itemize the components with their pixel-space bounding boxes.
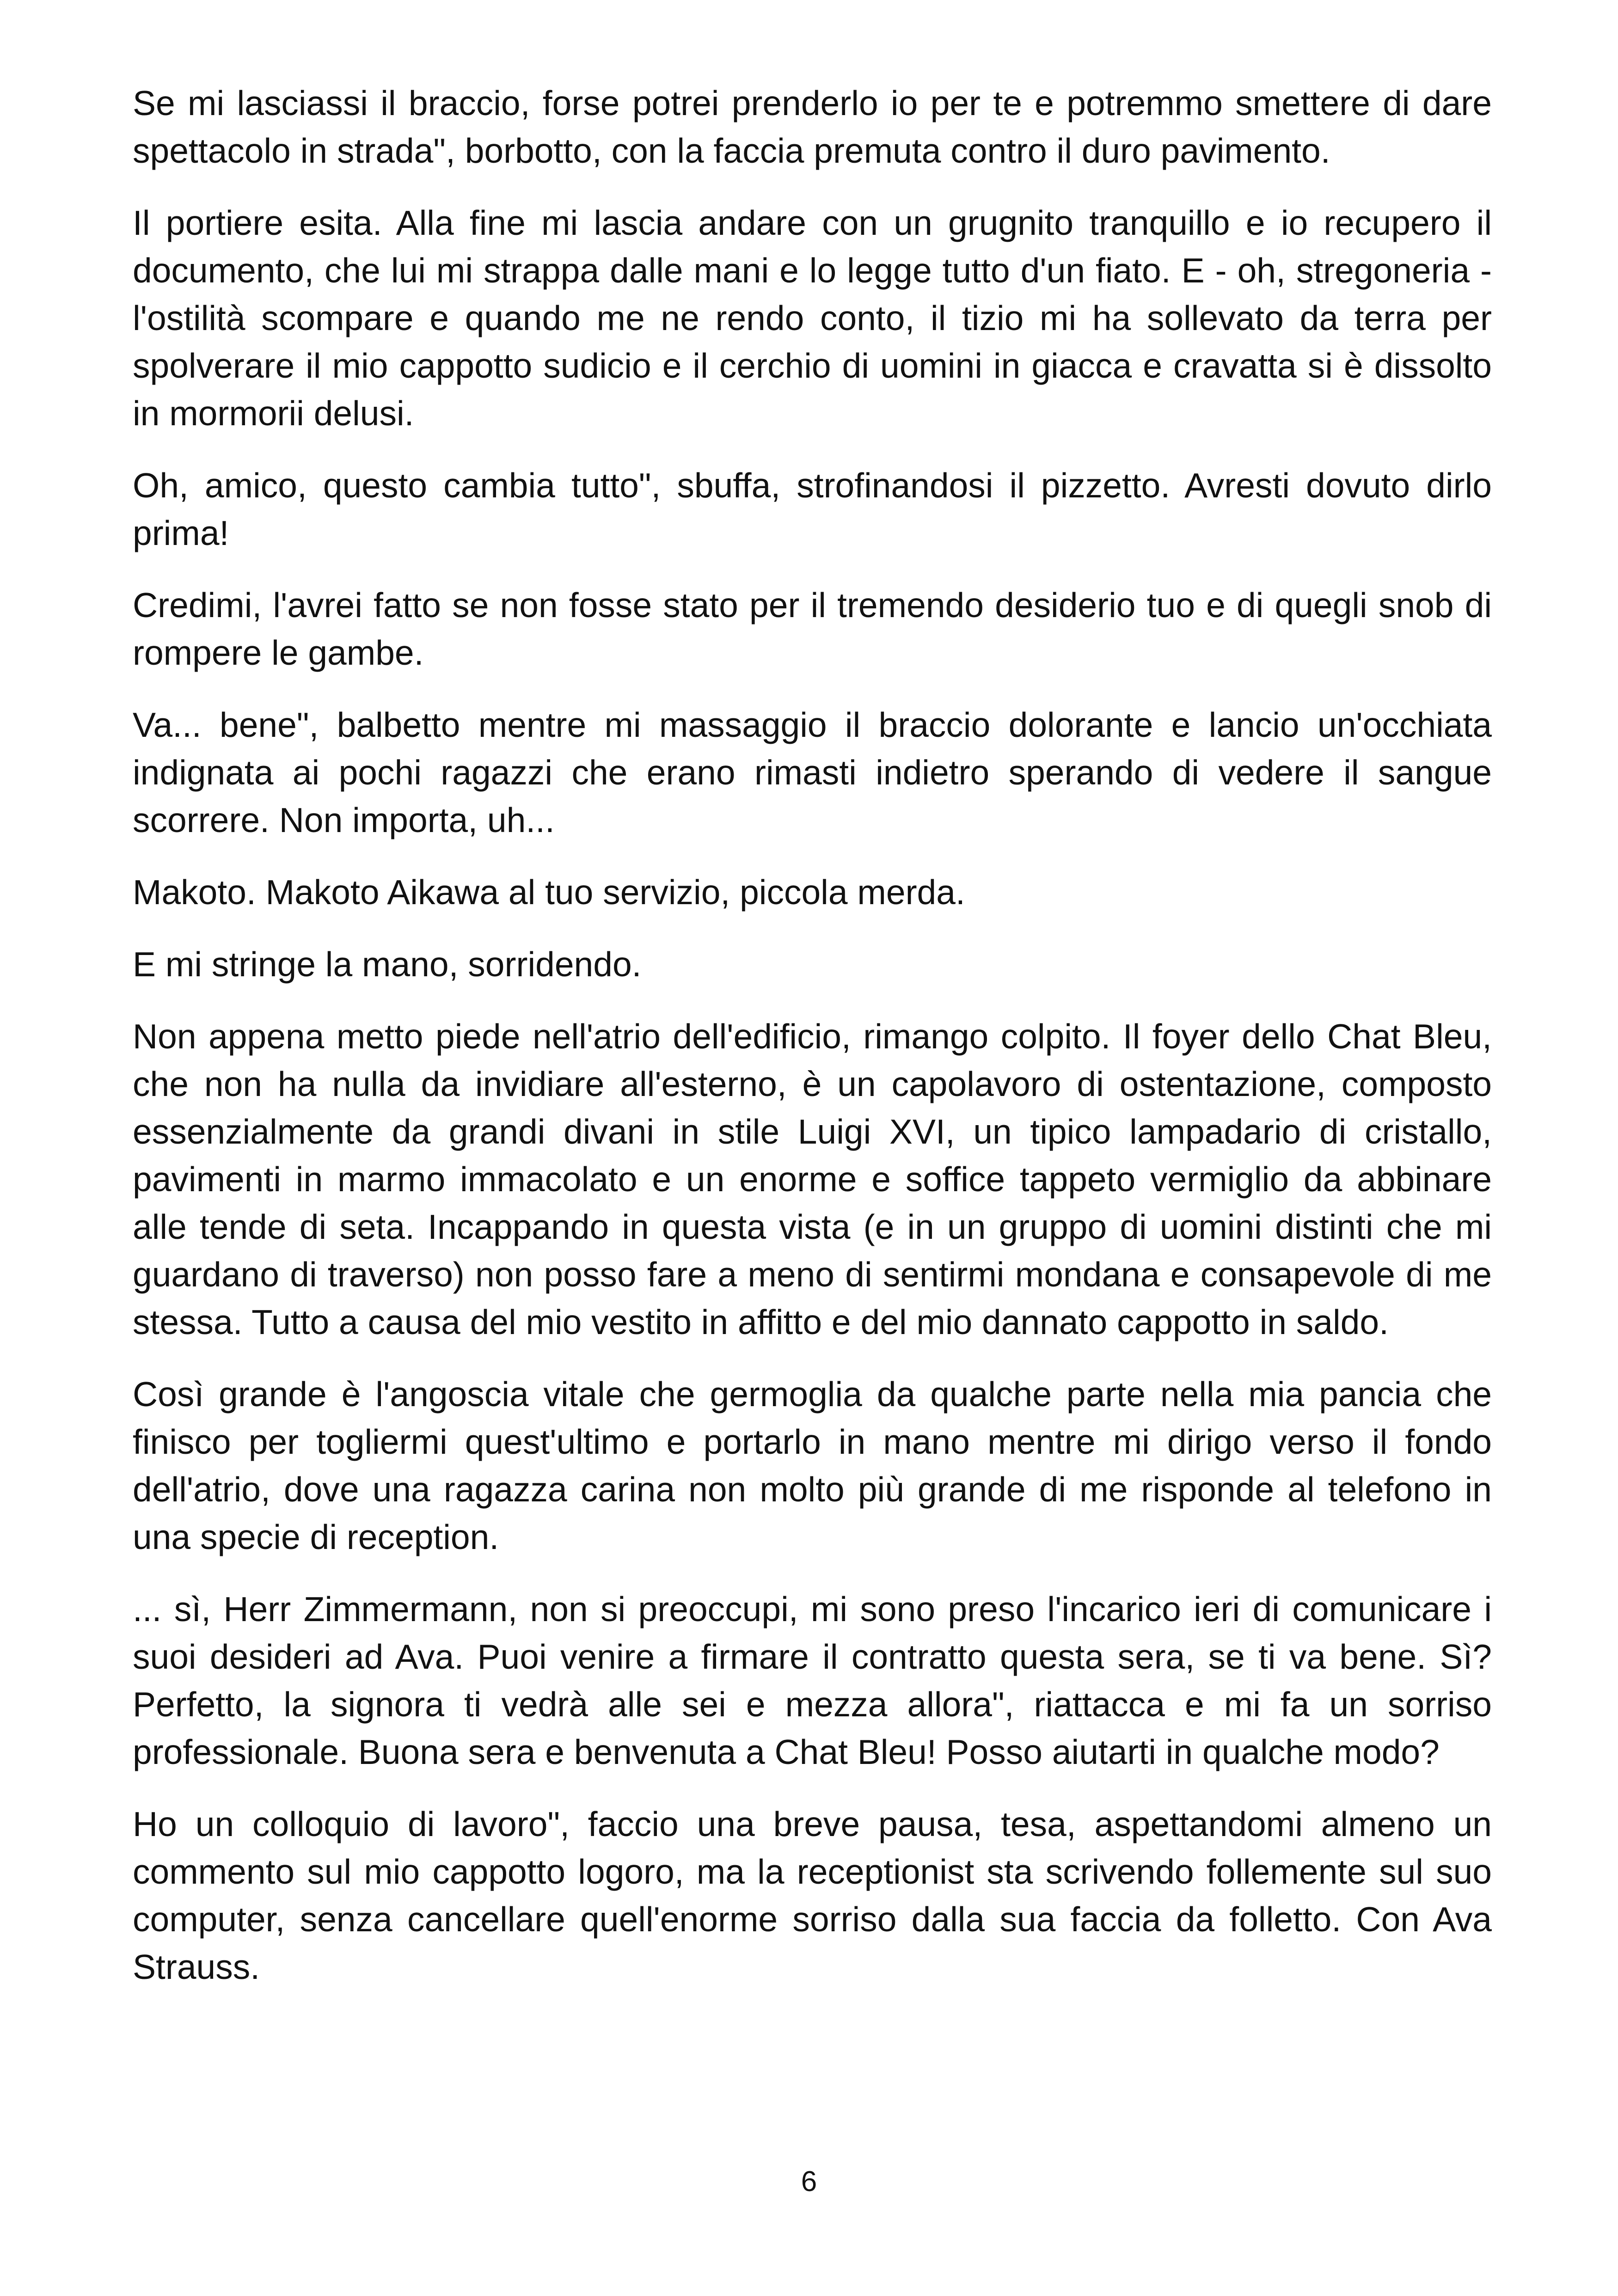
page-number: 6 <box>801 2166 817 2198</box>
paragraph: Se mi lasciassi il braccio, forse potrei prenderlo io per te e potremmo smettere di dare spettacolo in strada", borbotto, con la faccia premuta contro il duro pavimento. <box>133 84 1492 170</box>
paragraph: Makoto. Makoto Aikawa al tuo servizio, piccola merda. <box>133 873 965 912</box>
paragraph: Ho un colloquio di lavoro", faccio una breve pausa, tesa, aspettandomi almeno un commento sul mio cappotto logoro, ma la receptionist sta scrivendo follemente sul suo computer, senza cancellare quell'enorme sorriso dalla sua faccia da folletto. Con Ava Strauss. <box>133 1805 1492 1986</box>
paragraph: Così grande è l'angoscia vitale che germoglia da qualche parte nella mia pancia che finisco per togliermi quest'ultimo e portarlo in mano mentre mi dirigo verso il fondo dell'atrio, dove una ragazza carina non molto più grande di me risponde al telefono in una specie di reception. <box>133 1375 1492 1556</box>
paragraph: Va... bene", balbetto mentre mi massaggio il braccio dolorante e lancio un'occhiata indignata ai pochi ragazzi che erano rimasti indietro sperando di vedere il sangue scorrere. Non importa, uh... <box>133 705 1492 839</box>
paragraph: Il portiere esita. Alla fine mi lascia andare con un grugnito tranquillo e io recupero il documento, che lui mi strappa dalle mani e lo legge tutto d'un fiato. E - oh, stregoneria - l'ostilità scompare e quando me ne rendo conto, il tizio mi ha sollevato da terra per spolverare il mio cappotto sudicio e il cerchio di uomini in giacca e cravatta si è dissolto in mormorii delusi. <box>133 203 1492 433</box>
body-text <box>133 80 1492 2015</box>
paragraph: E mi stringe la mano, sorridendo. <box>133 945 642 984</box>
paragraph: Credimi, l'avrei fatto se non fosse stato per il tremendo desiderio tuo e di quegli snob di rompere le gambe. <box>133 586 1492 672</box>
paragraph: Oh, amico, questo cambia tutto", sbuffa, strofinandosi il pizzetto. Avresti dovuto dirlo prima! <box>133 466 1492 552</box>
paragraph: ... sì, Herr Zimmermann, non si preoccupi, mi sono preso l'incarico ieri di comunicare i suoi desideri ad Ava. Puoi venire a firmare il contratto questa sera, se ti va bene. Sì? Perfetto, la signora ti vedrà alle sei e mezza allora", riattacca e mi fa un sorriso professionale. Buona sera e benvenuta a Chat Bleu! Posso aiutarti in qualche modo? <box>133 1590 1492 1771</box>
paragraph: Non appena metto piede nell'atrio dell'edificio, rimango colpito. Il foyer dello Chat Bleu, che non ha nulla da invidiare all'esterno, è un capolavoro di ostentazione, composto essenzialmente da grandi divani in stile Luigi XVI, un tipico lampadario di cristallo, pavimenti in marmo immacolato e un enorme e soffice tappeto vermiglio da abbinare alle tende di seta. Incappando in questa vista (e in un gruppo di uomini distinti che mi guardano di traverso) non posso fare a meno di sentirmi mondana e consapevole di me stessa. Tutto a causa del mio vestito in affitto e del mio dannato cappotto in saldo. <box>133 1017 1492 1341</box>
